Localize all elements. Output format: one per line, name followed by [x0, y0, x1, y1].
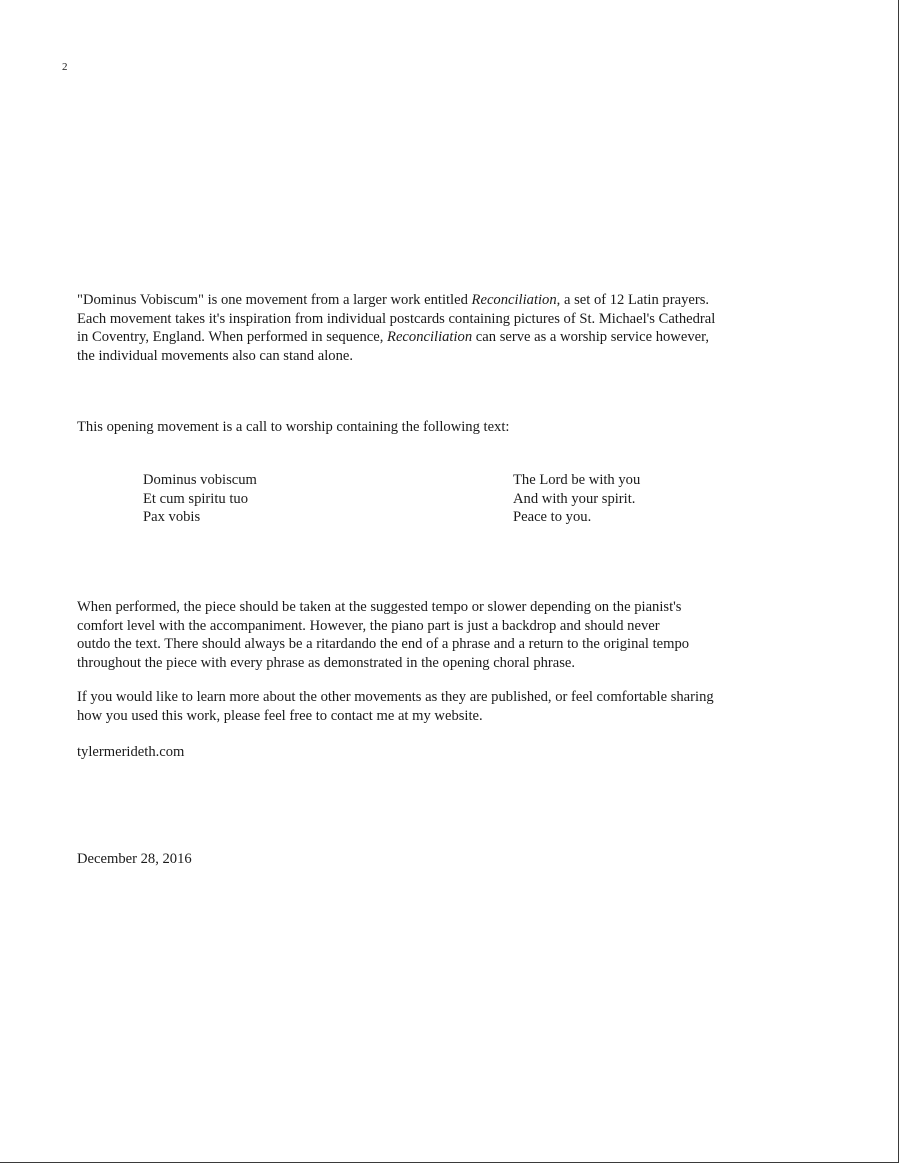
intro-line-3: in Coventry, England. When performed in sequence, Reconciliation can serve as a worship service however,	[77, 329, 710, 345]
document-date: December 28, 2016	[77, 851, 192, 867]
contact-line: how you used this work, please feel free to contact me at my website.	[77, 707, 483, 724]
contact-line: If you would like to learn more about the other movements as they are published, or feel comfortable sharing	[77, 689, 714, 705]
performance-line: outdo the text. There should always be a ritardando the end of a phrase and a return to the original tempo	[77, 636, 690, 652]
performance-line: When performed, the piece should be taken at the suggested tempo or slower depending on the pianist's	[77, 599, 682, 615]
intro-line-1: "Dominus Vobiscum" is one movement from a larger work entitled Reconciliation, a set of 12 Latin prayers.	[77, 292, 710, 308]
work-title: Reconciliation	[387, 329, 473, 345]
performance-line: comfort level with the accompaniment. However, the piano part is just a backdrop and should never	[77, 617, 660, 634]
intro-line-4: the individual movements also can stand alone.	[77, 347, 353, 364]
lead-in-paragraph: This opening movement is a call to worship containing the following text:	[77, 419, 510, 435]
latin-line: Dominus vobiscum	[143, 472, 257, 488]
work-title: Reconciliation	[471, 292, 557, 308]
performance-notes-paragraph	[77, 598, 807, 672]
latin-line: Pax vobis	[143, 509, 201, 525]
page-number: 2	[62, 61, 68, 73]
english-line: Peace to you.	[513, 509, 592, 525]
english-line: And with your spirit.	[513, 490, 636, 507]
performance-line: throughout the piece with every phrase as demonstrated in the opening choral phrase.	[77, 654, 576, 671]
contact-paragraph	[77, 688, 807, 725]
english-translation-column	[513, 471, 640, 527]
english-line: The Lord be with you	[513, 472, 641, 488]
website-text: tylermerideth.com	[77, 744, 185, 760]
intro-line-2: Each movement takes it's inspiration from individual postcards containing pictures of St. Michael's Cathedral	[77, 310, 716, 327]
latin-text-column	[143, 471, 257, 527]
intro-paragraph	[77, 291, 807, 365]
latin-line: Et cum spiritu tuo	[143, 490, 248, 507]
